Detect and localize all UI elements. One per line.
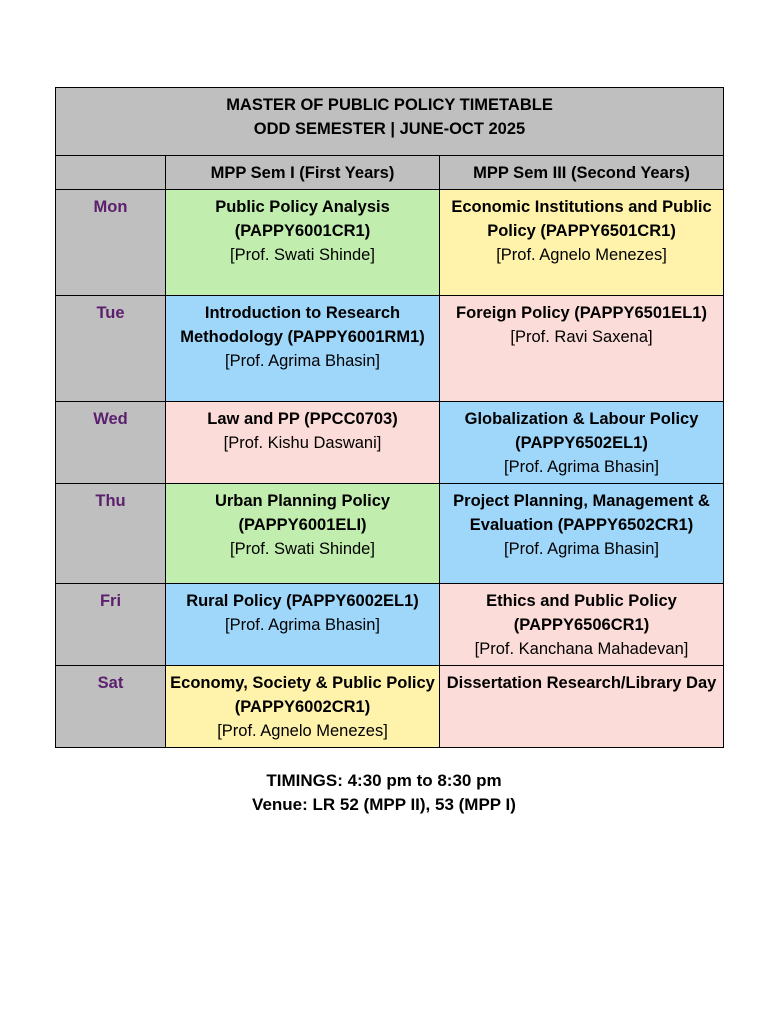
- course-professor: [Prof. Agrima Bhasin]: [504, 540, 659, 558]
- course-title: Introduction to Research Methodology (PAPPY6001RM1): [180, 304, 425, 346]
- column-header-row: [56, 156, 724, 190]
- table-row: [56, 666, 724, 748]
- day-label: Fri: [56, 584, 166, 666]
- title-line-semester: ODD SEMESTER | JUNE-OCT 2025: [253, 120, 526, 138]
- course-title: Rural Policy (PAPPY6002EL1): [186, 592, 419, 610]
- day-label: Sat: [56, 666, 166, 748]
- venue-text: Venue: LR 52 (MPP II), 53 (MPP I): [252, 795, 516, 814]
- timetable-title: [56, 88, 724, 156]
- course-cell-sem3: [440, 402, 724, 484]
- course-title: Law and PP (PPCC0703): [207, 410, 398, 428]
- column-header-day: [56, 156, 166, 190]
- course-title: Economic Institutions and Public Policy (PAPPY6501CR1): [451, 198, 712, 240]
- title-line-program: MASTER OF PUBLIC POLICY TIMETABLE: [226, 96, 553, 114]
- course-cell-sem3: [440, 484, 724, 584]
- course-professor: [Prof. Swati Shinde]: [230, 540, 375, 558]
- course-cell-sem3: [440, 584, 724, 666]
- timings-text: TIMINGS: 4:30 pm to 8:30 pm: [266, 771, 502, 790]
- course-cell-sem1: [166, 666, 440, 748]
- table-row: [56, 584, 724, 666]
- day-label: Wed: [56, 402, 166, 484]
- course-cell-sem3: [440, 296, 724, 402]
- course-title: Economy, Society & Public Policy (PAPPY6002CR1): [170, 674, 435, 716]
- course-cell-sem3: [440, 190, 724, 296]
- table-row: [56, 402, 724, 484]
- course-cell-sem1: [166, 484, 440, 584]
- course-title: Globalization & Labour Policy (PAPPY6502EL1): [464, 410, 699, 452]
- column-header-sem1: MPP Sem I (First Years): [166, 156, 440, 190]
- course-title: Dissertation Research/Library Day: [446, 674, 717, 692]
- course-professor: [Prof. Kanchana Mahadevan]: [474, 640, 689, 658]
- course-professor: [Prof. Ravi Saxena]: [510, 328, 653, 346]
- course-title: Public Policy Analysis (PAPPY6001CR1): [215, 198, 390, 240]
- day-label: Tue: [56, 296, 166, 402]
- course-professor: [Prof. Agnelo Menezes]: [496, 246, 667, 264]
- course-professor: [Prof. Swati Shinde]: [230, 246, 375, 264]
- course-professor: [Prof. Agrima Bhasin]: [504, 458, 659, 476]
- title-row: [56, 88, 724, 156]
- course-title: Foreign Policy (PAPPY6501EL1): [456, 304, 707, 322]
- day-label: Thu: [56, 484, 166, 584]
- day-label: Mon: [56, 190, 166, 296]
- course-professor: [Prof. Agrima Bhasin]: [225, 352, 380, 370]
- table-row: [56, 296, 724, 402]
- table-row: [56, 484, 724, 584]
- course-title: Ethics and Public Policy (PAPPY6506CR1): [486, 592, 677, 634]
- course-cell-sem1: [166, 190, 440, 296]
- course-cell-sem3: [440, 666, 724, 748]
- course-professor: [Prof. Agnelo Menezes]: [217, 722, 388, 740]
- course-title: Project Planning, Management & Evaluation (PAPPY6502CR1): [453, 492, 710, 534]
- schedule-footer: [0, 769, 768, 817]
- course-title: Urban Planning Policy (PAPPY6001ELI): [214, 492, 391, 534]
- course-professor: [Prof. Kishu Daswani]: [223, 434, 382, 452]
- timetable: [55, 87, 724, 748]
- table-row: [56, 190, 724, 296]
- course-professor: [Prof. Agrima Bhasin]: [225, 616, 380, 634]
- course-cell-sem1: [166, 584, 440, 666]
- column-header-sem3: MPP Sem III (Second Years): [440, 156, 724, 190]
- course-cell-sem1: [166, 402, 440, 484]
- course-cell-sem1: [166, 296, 440, 402]
